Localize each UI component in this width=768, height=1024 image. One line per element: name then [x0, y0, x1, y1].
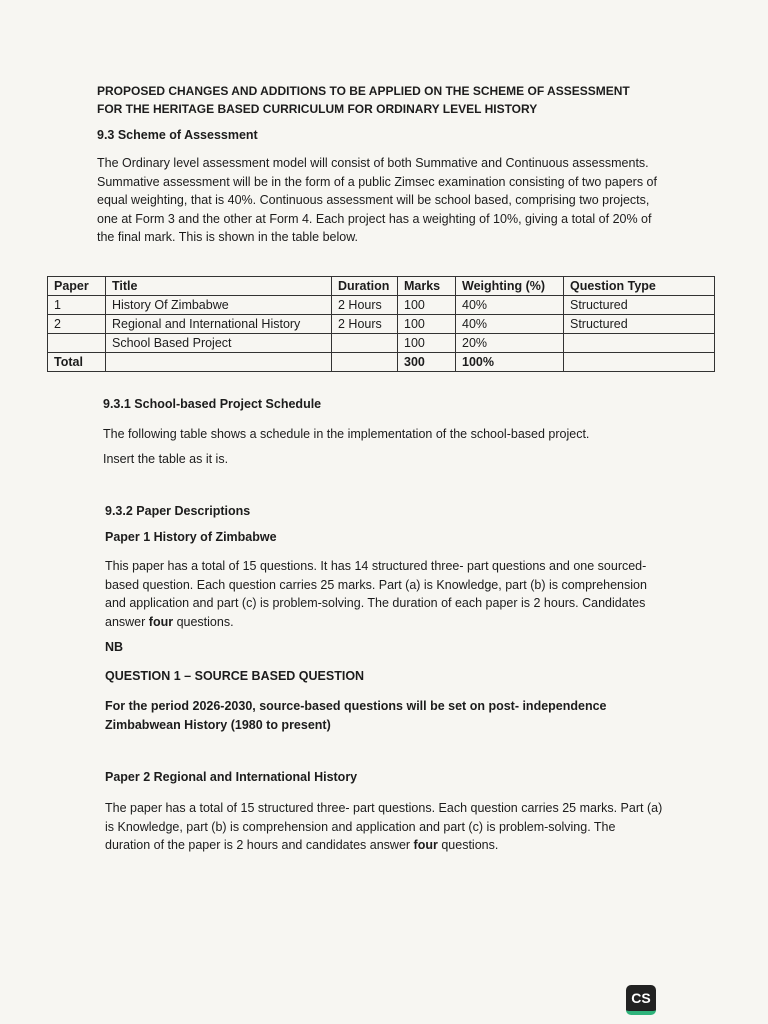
- assessment-table: [47, 276, 715, 372]
- paper-2-text-end: questions.: [437, 838, 499, 852]
- table-row: [48, 296, 715, 315]
- table-cell: [332, 353, 398, 372]
- table-cell: 100: [398, 315, 456, 334]
- table-row: [48, 334, 715, 353]
- document-heading: [97, 82, 657, 118]
- table-cell: [564, 353, 715, 372]
- section-9-3-title: 9.3 Scheme of Assessment: [97, 128, 258, 142]
- table-cell: 40%: [456, 296, 564, 315]
- table-cell: [332, 334, 398, 353]
- question-1-body: For the period 2026-2030, source-based questions will be set on post- independence Zimbabwean History (1980 to present): [105, 699, 607, 732]
- table-cell: 2 Hours: [332, 296, 398, 315]
- paper-1-text: This paper has a total of 15 questions. It has 14 structured three- part questions and one sourced-based question. Each question carries 25 marks. Part (a) is Knowledge, part (b) is comprehension and application and part (c) is problem-solving. The duration of each paper is 2 hours. Candidates answer: [105, 559, 647, 629]
- paper-2-bold-word: four: [413, 838, 438, 852]
- paper-1-description: [105, 557, 653, 631]
- table-cell: 100: [398, 296, 456, 315]
- header-cell: Paper: [48, 277, 106, 296]
- section-9-3-1-note: Insert the table as it is.: [103, 452, 229, 466]
- table-cell: [564, 334, 715, 353]
- table-cell: 20%: [456, 334, 564, 353]
- paper-1-bold-word: four: [148, 614, 174, 629]
- header-cell: Title: [106, 277, 332, 296]
- table-row: [48, 315, 715, 334]
- table-cell: History Of Zimbabwe: [106, 296, 332, 315]
- table-header-row: [48, 277, 715, 296]
- section-9-3-2-title: 9.3.2 Paper Descriptions: [105, 504, 251, 518]
- table-cell: 1: [48, 296, 106, 315]
- table-cell: 2: [48, 315, 106, 334]
- table-cell: Structured: [564, 315, 715, 334]
- table-cell: 300: [398, 353, 456, 372]
- table-cell: [48, 334, 106, 353]
- camscanner-logo-icon: CS: [626, 985, 656, 1015]
- section-9-3-1-body: The following table shows a schedule in the implementation of the school-based project.: [103, 427, 590, 441]
- paper-1-title: Paper 1 History of Zimbabwe: [105, 530, 277, 544]
- section-9-3-1-title: 9.3.1 School-based Project Schedule: [103, 397, 322, 411]
- header-cell: Marks: [398, 277, 456, 296]
- table-cell: [106, 353, 332, 372]
- paper-2-text: The paper has a total of 15 structured three- part questions. Each question carries 25 marks. Part (a) is Knowledge, part (b) is comprehension and application and part (c) is problem-solving. The duration of the paper is 2 hours and candidates answer: [105, 801, 663, 852]
- header-cell: Weighting (%): [456, 277, 564, 296]
- paper-2-description: [105, 799, 663, 855]
- table-cell: 100: [398, 334, 456, 353]
- nb-label: NB: [105, 640, 124, 654]
- heading-line-2: FOR THE HERITAGE BASED CURRICULUM FOR ORDINARY LEVEL HISTORY: [97, 102, 538, 116]
- header-cell: Question Type: [564, 277, 715, 296]
- section-9-3-body: The Ordinary level assessment model will consist of both Summative and Continuous assessments. Summative assessment will be in the form of a public Zimsec examination consisting of two papers of equal weighting, that is 40%. Continuous assessment will be school based, comprising two projects, one at Form 3 and the other at Form 4. Each project has a weighting of 10%, giving a total of 20% of the final mark. This is shown in the table below.: [97, 156, 657, 244]
- table-cell: 2 Hours: [332, 315, 398, 334]
- table-cell: Total: [48, 353, 106, 372]
- table-cell: 40%: [456, 315, 564, 334]
- table-cell: 100%: [456, 353, 564, 372]
- table-cell: School Based Project: [106, 334, 332, 353]
- table-cell: Regional and International History: [106, 315, 332, 334]
- heading-line-1: PROPOSED CHANGES AND ADDITIONS TO BE APPLIED ON THE SCHEME OF ASSESSMENT: [97, 84, 630, 98]
- paper-1-text-end: questions.: [173, 614, 234, 629]
- table-cell: Structured: [564, 296, 715, 315]
- question-1-title: QUESTION 1 – SOURCE BASED QUESTION: [105, 669, 365, 683]
- table-total-row: [48, 353, 715, 372]
- header-cell: Duration: [332, 277, 398, 296]
- paper-2-title: Paper 2 Regional and International History: [105, 770, 358, 784]
